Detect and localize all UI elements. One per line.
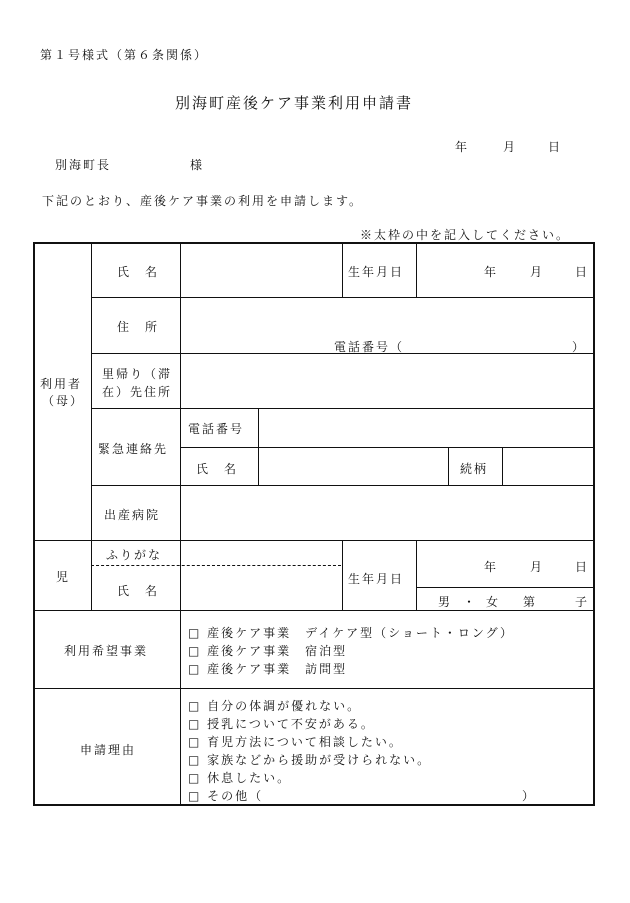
date-month-label: 月: [503, 140, 518, 154]
col-divider: [91, 242, 92, 610]
date-day-label: 日: [548, 140, 563, 154]
row-divider: [91, 297, 595, 298]
child-birth-day-label: 日: [575, 560, 590, 574]
furigana-divider: [91, 565, 341, 566]
relation-label: 続柄: [460, 462, 489, 476]
user-name-label: 氏 名: [117, 265, 160, 279]
user-birth-month-label: 月: [530, 265, 545, 279]
intro-text: 下記のとおり、産後ケア事業の利用を申請します。: [42, 194, 364, 208]
child-sex-female[interactable]: 女: [486, 595, 501, 609]
child-sex-male[interactable]: 男: [438, 595, 453, 609]
addressee: 別海町長: [55, 158, 112, 172]
emergency-phone-label: 電話番号: [188, 422, 245, 436]
row-divider: [91, 408, 595, 409]
reason-option-rest[interactable]: □ 休息したい。: [188, 771, 292, 785]
child-birth-year-label: 年: [484, 560, 499, 574]
emergency-phone-field[interactable]: [260, 410, 593, 446]
reason-option-health[interactable]: □ 自分の体調が優れない。: [188, 699, 362, 713]
child-birth-month-label: 月: [530, 560, 545, 574]
service-option-visit[interactable]: □ 産後ケア事業 訪問型: [188, 662, 348, 676]
col-divider: [342, 242, 343, 297]
emergency-name-label: 氏 名: [196, 462, 239, 476]
service-option-daycare[interactable]: □ 産後ケア事業 デイケア型（ショート・ロング）: [188, 626, 514, 640]
user-phone-label: 電話番号（: [334, 340, 405, 354]
reason-other-field[interactable]: [270, 785, 518, 803]
row-divider: [416, 587, 595, 588]
child-name-field[interactable]: [182, 567, 340, 609]
child-furigana-field[interactable]: [182, 542, 340, 564]
child-order-prefix: 第: [523, 595, 538, 609]
col-divider: [448, 447, 449, 485]
col-divider: [502, 447, 503, 485]
user-group-sublabel: （母）: [42, 394, 85, 408]
user-address-label: 住 所: [117, 320, 160, 334]
relation-field[interactable]: [504, 449, 593, 484]
child-birthdate-label: 生年月日: [348, 572, 405, 586]
user-birth-year-label: 年: [484, 265, 499, 279]
reason-label: 申請理由: [80, 743, 137, 757]
hospital-label: 出産病院: [104, 508, 161, 522]
child-order-suffix: 子: [575, 595, 590, 609]
row-divider: [180, 447, 595, 448]
emergency-contact-label: 緊急連絡先: [98, 442, 169, 456]
col-divider: [258, 408, 259, 485]
satogaeri-label: 里帰り（滞: [102, 367, 173, 381]
reason-option-other[interactable]: □ その他（: [188, 789, 264, 803]
reason-option-parenting[interactable]: □ 育児方法について相談したい。: [188, 735, 403, 749]
user-birth-day-label: 日: [575, 265, 590, 279]
user-address-field[interactable]: [182, 299, 593, 335]
child-name-label: 氏 名: [117, 584, 160, 598]
user-phone-close: ）: [572, 340, 587, 354]
row-divider: [33, 610, 595, 611]
instruction-note: ※太枠の中を記入してください。: [360, 228, 571, 242]
satogaeri-address-field[interactable]: [182, 355, 593, 407]
reason-other-close: ）: [522, 789, 537, 803]
child-sex-separator: ・: [463, 595, 478, 609]
child-furigana-label: ふりがな: [106, 548, 163, 562]
reason-option-breastfeeding[interactable]: □ 授乳について不安がある。: [188, 717, 375, 731]
hospital-field[interactable]: [182, 487, 593, 539]
row-divider: [33, 540, 595, 541]
page-title: 別海町産後ケア事業利用申請書: [175, 94, 414, 112]
child-group-label: 児: [56, 570, 71, 584]
service-option-overnight[interactable]: □ 産後ケア事業 宿泊型: [188, 644, 348, 658]
service-label: 利用希望事業: [64, 644, 149, 658]
satogaeri-label-cont: 在）先住所: [102, 385, 173, 399]
honorific: 様: [190, 158, 205, 172]
reason-option-no-support[interactable]: □ 家族などから援助が受けられない。: [188, 753, 432, 767]
col-divider: [180, 242, 181, 806]
col-divider: [416, 242, 417, 297]
form-number: 第１号様式（第６条関係）: [40, 48, 209, 62]
col-divider: [342, 540, 343, 610]
row-divider: [33, 688, 595, 689]
emergency-name-field[interactable]: [260, 449, 447, 484]
row-divider: [91, 485, 595, 486]
user-birthdate-label: 生年月日: [348, 265, 405, 279]
date-year-label: 年: [455, 140, 470, 154]
user-group-label: 利用者: [40, 377, 83, 391]
col-divider: [416, 540, 417, 610]
user-name-field[interactable]: [182, 244, 340, 296]
